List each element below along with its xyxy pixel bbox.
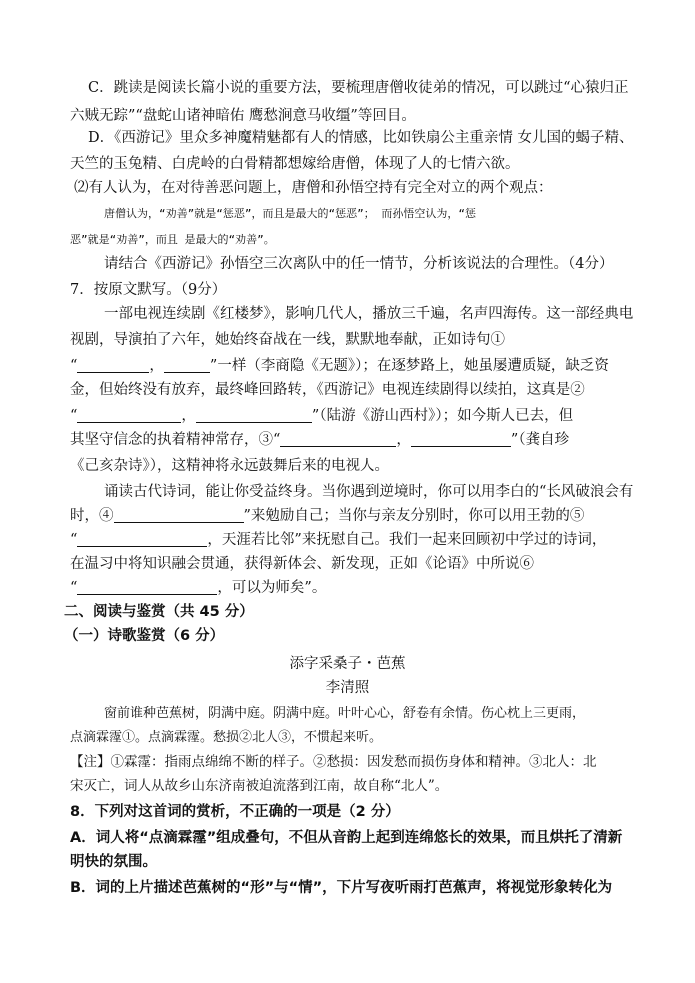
quote-open: “ — [70, 580, 78, 596]
q6-option-d-line2: 天竺的玉兔精、白虎岭的白骨精都想嫁给唐僧，体现了人的七情六欲。 — [70, 156, 520, 172]
blank-3a[interactable] — [280, 431, 396, 447]
poem-note-line2: 宋灭亡，词人从故乡山东济南被迫流落到江南，故自称“北人”。 — [70, 778, 449, 794]
comma: ， — [149, 358, 164, 374]
q7-p1-line3 — [70, 356, 631, 376]
q7-p1-line7: 《己亥杂诗》），这精神将永远鼓舞后来的电视人。 — [70, 458, 389, 474]
q7-p2-line5 — [70, 578, 631, 598]
q8-option-b-line1: B．词的上片描述芭蕉树的“形”与“情”，下片写夜听雨打芭蕉声，将视觉形象转化为 — [70, 880, 613, 896]
q7-p2-line2 — [70, 506, 631, 526]
q6-option-c-line1: C．跳读是阅读长篇小说的重要方法，要梳理唐僧收徒弟的情况，可以跳过“心猿归正 — [88, 80, 629, 96]
q8-stem: 8．下列对这首词的赏析，不正确的一项是（2 分） — [70, 804, 400, 820]
q7-p1-line6 — [70, 430, 631, 450]
poem-title: 添字采桑子・芭蕉 — [289, 656, 406, 672]
q7-p1-line5-rest: ”（陆游《游山西村》）；如今斯人已去，但 — [311, 408, 574, 424]
q6-sub2-stem: ⑵有人认为，在对待善恶问题上，唐僧和孙悟空持有完全对立的两个观点： — [74, 180, 553, 196]
q7-p2-line3-rest: ，天涯若比邻”来抚慰自己。我们一起来回顾初中学过的诗词， — [207, 532, 607, 548]
blank-2a[interactable] — [77, 407, 181, 423]
quote-open: “ — [70, 358, 78, 374]
q7-p1-line5 — [70, 406, 631, 426]
q6-option-d-line1: D．《西游记》里众多神魔精魅都有人的情感，比如铁扇公主重亲情 女儿国的蝎子精、 — [88, 130, 634, 146]
blank-3b[interactable] — [411, 431, 511, 447]
q7-p2-line3 — [70, 530, 631, 550]
quote-open: “ — [70, 532, 78, 548]
q6-quote-line1: 唐僧认为，“劝善”就是“惩恶”，而且是最大的“惩恶”； 而孙悟空认为，“惩 — [104, 207, 476, 220]
blank-1b[interactable] — [164, 357, 210, 373]
poem-line1: 窗前谁种芭蕉树，阴满中庭。阴满中庭。叶叶心心，舒卷有余情。伤心枕上三更雨， — [104, 706, 586, 721]
q7-p1-line4: 金，但始终没有放弃，最终峰回路转，《西游记》电视连续剧得以续拍，这真是② — [70, 382, 585, 398]
q7-p2-line1: 诵读古代诗词，能让你受益终身。当你遇到逆境时，你可以用李白的“长风破浪会有 — [104, 484, 634, 500]
quote-open: “ — [70, 408, 78, 424]
q7-p1-line6-start: 其坚守信念的执着精神常存，③“ — [70, 432, 281, 448]
q7-title: 7．按原文默写。（9分） — [70, 282, 227, 298]
poem-author: 李清照 — [325, 680, 370, 696]
blank-1a[interactable] — [77, 357, 149, 373]
q8-option-a-line1: A．词人将“点滴霖霪”组成叠句，不但从音韵上起到连绵悠长的效果，而且烘托了清新 — [70, 830, 623, 846]
comma: ， — [181, 408, 196, 424]
section-heading: 二、阅读与鉴赏（共 45 分） — [64, 604, 254, 620]
poem-note-line1: 【注】①霖霪：指雨点绵绵不断的样子。②愁损：因发愁而损伤身体和精神。③北人：北 — [70, 754, 597, 770]
q6-task: 请结合《西游记》孙悟空三次离队中的任一情节，分析该说法的合理性。（4分） — [104, 256, 614, 272]
comma: ， — [396, 432, 411, 448]
subsection-heading: （一）诗歌鉴赏（6 分） — [64, 628, 225, 644]
q8-option-a-line2: 明快的氛围。 — [70, 854, 157, 870]
q7-p1-line2: 视剧，导演拍了六年，她始终奋战在一线，默默地奉献，正如诗句① — [70, 332, 505, 348]
q7-p2-line4: 在温习中将知识融会贯通，获得新体会、新发现，正如《论语》中所说⑥ — [70, 556, 534, 572]
q7-p2-line2-start: 时，④ — [70, 508, 114, 524]
blank-4[interactable] — [114, 507, 244, 523]
q7-p1-line3-rest: ”一样（李商隐《无题》）；在逐梦路上，她虽屡遭质疑，缺乏资 — [209, 358, 609, 374]
blank-5[interactable] — [77, 531, 207, 547]
q7-p1-line6-rest: ”（龚自珍 — [510, 432, 570, 448]
poem-line2: 点滴霖霪①。点滴霖霪。愁损②北人③，不惯起来听。 — [70, 730, 383, 745]
blank-6[interactable] — [77, 579, 217, 595]
q7-p2-line5-rest: ，可以为师矣”。 — [217, 580, 327, 596]
q6-quote-line2: 恶”就是“劝善”，而且 是最大的“劝善”。 — [70, 233, 275, 246]
q7-p2-line2-rest: ”来勉励自己；当你与亲友分别时，你可以用王勃的⑤ — [243, 508, 585, 524]
q6-option-c-line2: 六贼无踪”“盘蛇山诸神暗佑 鹰愁涧意马收缰”等回目。 — [70, 108, 416, 124]
q7-p1-line1: 一部电视连续剧《红楼梦》，影响几代人，播放三千遍，名声四海传。这一部经典电 — [104, 306, 634, 322]
blank-2b[interactable] — [196, 407, 312, 423]
